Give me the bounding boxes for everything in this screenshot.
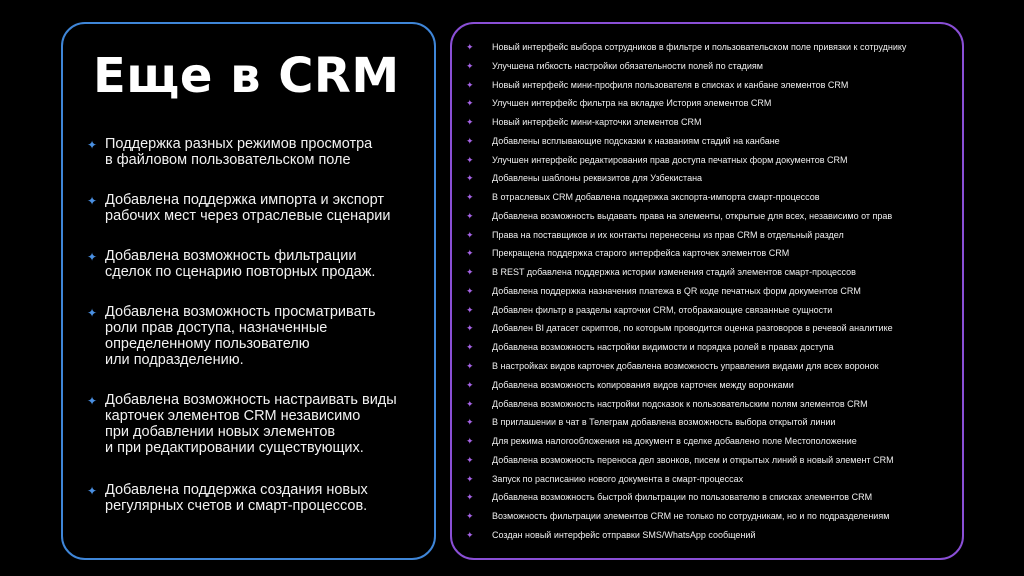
sparkle-icon: ✦	[466, 342, 474, 353]
change-item	[466, 57, 906, 76]
sparkle-icon: ✦	[466, 229, 474, 240]
feature-item	[87, 248, 417, 280]
sparkle-icon: ✦	[87, 138, 98, 152]
change-item	[466, 132, 906, 151]
feature-text-line: или подразделению.	[105, 352, 244, 368]
sparkle-icon: ✦	[466, 248, 474, 259]
feature-text-line: Добавлена поддержка импорта и экспорт	[105, 192, 385, 208]
sparkle-icon: ✦	[466, 192, 474, 203]
change-item	[466, 451, 906, 470]
sparkle-icon: ✦	[466, 323, 474, 334]
change-text: Прекращена поддержка старого интерфейса карточек элементов CRM	[492, 248, 790, 259]
feature-text-line: Добавлена поддержка создания новых	[105, 482, 368, 498]
feature-text-line: Добавлена возможность фильтрации	[105, 248, 357, 264]
sparkle-icon: ✦	[466, 267, 474, 278]
sparkle-icon: ✦	[87, 194, 98, 208]
sparkle-icon: ✦	[466, 285, 474, 296]
sparkle-icon: ✦	[466, 436, 474, 447]
features-card	[61, 22, 436, 560]
change-text: Улучшен интерфейс фильтра на вкладке История элементов CRM	[492, 98, 772, 109]
change-text: В настройках видов карточек добавлена возможность управления видами для всех воронок	[492, 361, 879, 372]
sparkle-icon: ✦	[466, 454, 474, 465]
feature-text-line: при добавлении новых элементов	[105, 424, 336, 440]
sparkle-icon: ✦	[466, 529, 474, 540]
change-text: Новый интерфейс выбора сотрудников в фильтре и пользовательском поле привязки к сотруднику	[492, 42, 907, 52]
sparkle-icon: ✦	[466, 398, 474, 409]
change-text: Добавлен BI датасет скриптов, по которым проводится оценка разговоров в речевой аналитике	[492, 323, 893, 334]
change-item	[466, 94, 906, 113]
feature-item	[87, 482, 417, 514]
change-item	[466, 470, 906, 489]
feature-item	[87, 304, 417, 368]
change-item	[466, 244, 906, 263]
sparkle-icon: ✦	[466, 417, 474, 428]
change-text: Добавлена поддержка назначения платежа в QR коде печатных форм документов CRM	[492, 285, 861, 296]
change-text: В приглашении в чат в Телеграм добавлена возможность выбора открытой линии	[492, 417, 836, 428]
change-text: Новый интерфейс мини-карточки элементов CRM	[492, 117, 702, 128]
sparkle-icon: ✦	[466, 42, 474, 52]
sparkle-icon: ✦	[466, 492, 474, 503]
change-item	[466, 507, 906, 526]
change-item	[466, 207, 906, 226]
feature-text-line: сделок по сценарию повторных продаж.	[105, 264, 376, 280]
sparkle-icon: ✦	[466, 117, 474, 128]
change-text: Улучшена гибкость настройки обязательности полей по стадиям	[492, 60, 763, 71]
change-item	[466, 526, 906, 545]
change-text: Создан новый интерфейс отправки SMS/WhatsApp сообщений	[492, 529, 756, 540]
sparkle-icon: ✦	[466, 473, 474, 484]
sparkle-icon: ✦	[466, 154, 474, 165]
change-item	[466, 432, 906, 451]
change-item	[466, 301, 906, 320]
changes-card	[450, 22, 964, 560]
change-item	[466, 76, 906, 95]
change-item	[466, 188, 906, 207]
change-list	[466, 38, 906, 545]
change-item	[466, 263, 906, 282]
feature-text-line: роли прав доступа, назначенные	[105, 320, 328, 336]
sparkle-icon: ✦	[87, 394, 98, 408]
change-text: В REST добавлена поддержка истории изменения стадий элементов смарт-процессов	[492, 267, 856, 278]
sparkle-icon: ✦	[466, 98, 474, 109]
feature-text-line: Поддержка разных режимов просмотра	[105, 136, 373, 152]
change-item	[466, 319, 906, 338]
feature-item	[87, 136, 417, 168]
change-text: Права на поставщиков и их контакты перенесены из прав CRM в отдельный раздел	[492, 229, 844, 240]
change-item	[466, 151, 906, 170]
change-text: Новый интерфейс мини-профиля пользователя в списках и канбане элементов CRM	[492, 79, 849, 90]
change-text: Добавлены шаблоны реквизитов для Узбекистана	[492, 173, 703, 184]
change-item	[466, 376, 906, 395]
change-item	[466, 413, 906, 432]
change-item	[466, 488, 906, 507]
sparkle-icon: ✦	[466, 60, 474, 71]
change-text: Добавлена возможность настройки подсказок к пользовательским полям элементов CRM	[492, 398, 868, 409]
sparkle-icon: ✦	[87, 250, 98, 264]
change-text: Добавлены всплывающие подсказки к названиям стадий на канбане	[492, 135, 780, 146]
change-item	[466, 169, 906, 188]
sparkle-icon: ✦	[466, 135, 474, 146]
change-item	[466, 226, 906, 245]
change-text: Для режима налогообложения на документ в сделке добавлено поле Местоположение	[492, 436, 857, 447]
change-text: Добавлена возможность настройки видимости и порядка ролей в правах доступа	[492, 342, 834, 353]
feature-item	[87, 392, 417, 456]
feature-text-line: Добавлена возможность просматривать	[105, 304, 376, 320]
feature-text-line: Добавлена возможность настраивать виды	[105, 392, 397, 408]
change-item	[466, 338, 906, 357]
feature-text-line: определенному пользователю	[105, 336, 310, 352]
feature-list	[87, 136, 417, 514]
change-item	[466, 282, 906, 301]
feature-text-line: регулярных счетов и смарт-процессов.	[105, 498, 368, 514]
sparkle-icon: ✦	[466, 379, 474, 390]
change-item	[466, 113, 906, 132]
change-text: Добавлена возможность переноса дел звонков, писем и открытых линий в новый элемент CRM	[492, 454, 894, 465]
page-title: Еще в CRM	[93, 48, 400, 104]
change-item	[466, 38, 906, 57]
sparkle-icon: ✦	[87, 484, 98, 498]
change-text: Улучшен интерфейс редактирования прав доступа печатных форм документов CRM	[492, 154, 848, 165]
change-text: Добавлена возможность быстрой фильтрации по пользователю в списках элементов CRM	[492, 492, 873, 503]
feature-text-line: рабочих мест через отраслевые сценарии	[105, 208, 391, 224]
sparkle-icon: ✦	[466, 361, 474, 372]
change-text: Добавлен фильтр в разделы карточки CRM, отображающие связанные сущности	[492, 304, 833, 315]
sparkle-icon: ✦	[466, 173, 474, 184]
sparkle-icon: ✦	[466, 304, 474, 315]
change-item	[466, 395, 906, 414]
sparkle-icon: ✦	[466, 79, 474, 90]
change-text: В отраслевых CRM добавлена поддержка экспорта-импорта смарт-процессов	[492, 192, 820, 203]
feature-text-line: и при редактировании существующих.	[105, 440, 364, 456]
change-text: Возможность фильтрации элементов CRM не только по сотрудникам, но и по подразделениям	[492, 511, 890, 522]
change-text: Добавлена возможность копирования видов карточек между воронками	[492, 379, 794, 390]
sparkle-icon: ✦	[466, 210, 474, 221]
sparkle-icon: ✦	[87, 306, 98, 320]
change-text: Добавлена возможность выдавать права на элементы, открытые для всех, независимо от прав	[492, 210, 893, 221]
change-item	[466, 357, 906, 376]
change-text: Запуск по расписанию нового документа в смарт-процессах	[492, 473, 744, 484]
feature-text-line: в файловом пользовательском поле	[105, 152, 351, 168]
feature-text-line: карточек элементов CRM независимо	[105, 408, 361, 424]
feature-item	[87, 192, 417, 224]
sparkle-icon: ✦	[466, 511, 474, 522]
